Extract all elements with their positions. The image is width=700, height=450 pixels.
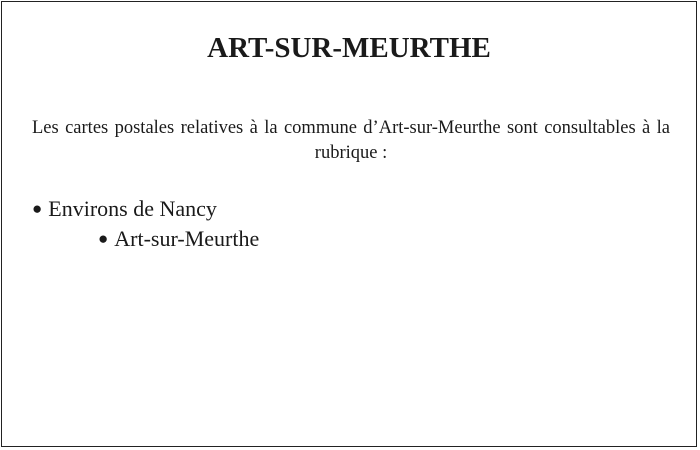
bullet-icon: ●: [32, 199, 43, 218]
list-item-art-sur-meurthe[interactable]: [32, 224, 259, 254]
list-item-label: Environs de Nancy: [48, 196, 217, 221]
postcard-info-card: [1, 1, 697, 447]
list-item-environs-de-nancy[interactable]: [32, 194, 259, 224]
list-item-label: Art-sur-Meurthe: [114, 226, 260, 251]
bullet-icon: ●: [98, 229, 109, 248]
section-list: [32, 194, 259, 254]
page-title: ART-SUR-MEURTHE: [207, 32, 491, 64]
intro-paragraph: Les cartes postales relatives à la commune d’Art-sur-Meurthe sont consultables à la rubrique :: [32, 118, 670, 163]
